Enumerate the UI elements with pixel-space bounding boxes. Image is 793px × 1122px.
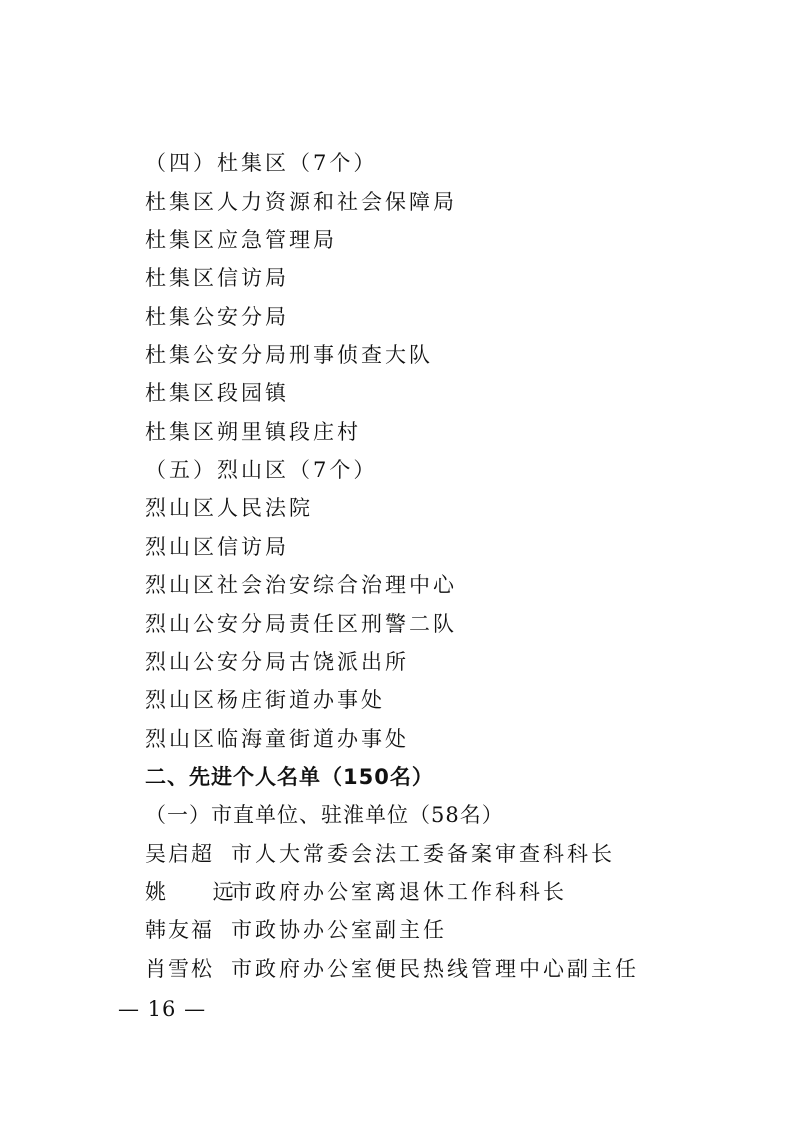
list-item: 杜集区朔里镇段庄村: [145, 420, 361, 444]
person-row: [145, 956, 639, 982]
list-item: 杜集区人力资源和社会保障局: [145, 190, 457, 214]
list-item: 烈山区人民法院: [145, 496, 313, 520]
person-name: 肖雪松: [145, 957, 214, 981]
person-name: 韩友福: [145, 918, 214, 942]
part-two-subheading: （一）市直单位、驻淮单位（58名）: [145, 803, 504, 827]
list-item: 烈山区杨庄街道办事处: [145, 688, 385, 712]
list-item: 烈山区临海童街道办事处: [145, 727, 409, 751]
person-title: 市人大常委会法工委备案审查科科长: [231, 842, 615, 866]
person-title: 市政府办公室便民热线管理中心副主任: [231, 957, 639, 981]
list-item: 烈山公安分局责任区刑警二队: [145, 612, 457, 636]
section-heading-dujiqu: （四）杜集区（7个）: [145, 151, 378, 175]
person-title: 市政协办公室副主任: [231, 918, 447, 942]
person-row: [145, 917, 447, 943]
page-number: — 16 —: [118, 997, 207, 1021]
person-title: 市政府办公室离退休工作科科长: [231, 880, 567, 904]
list-item: 杜集公安分局: [145, 305, 289, 329]
list-item: 烈山公安分局古饶派出所: [145, 650, 409, 674]
list-item: 烈山区信访局: [145, 535, 289, 559]
list-item: 烈山区社会治安综合治理中心: [145, 573, 457, 597]
person-name: 姚 远: [145, 880, 254, 904]
section-heading-lieshanqu: （五）烈山区（7个）: [145, 458, 378, 482]
list-item: 杜集区信访局: [145, 266, 289, 290]
list-item: 杜集区应急管理局: [145, 228, 337, 252]
person-name: 吴启超: [145, 842, 214, 866]
list-item: 杜集公安分局刑事侦查大队: [145, 343, 433, 367]
person-row: [145, 879, 567, 905]
list-item: 杜集区段园镇: [145, 381, 289, 405]
part-two-heading: 二、先进个人名单（150名）: [145, 765, 434, 789]
person-row: [145, 841, 615, 867]
